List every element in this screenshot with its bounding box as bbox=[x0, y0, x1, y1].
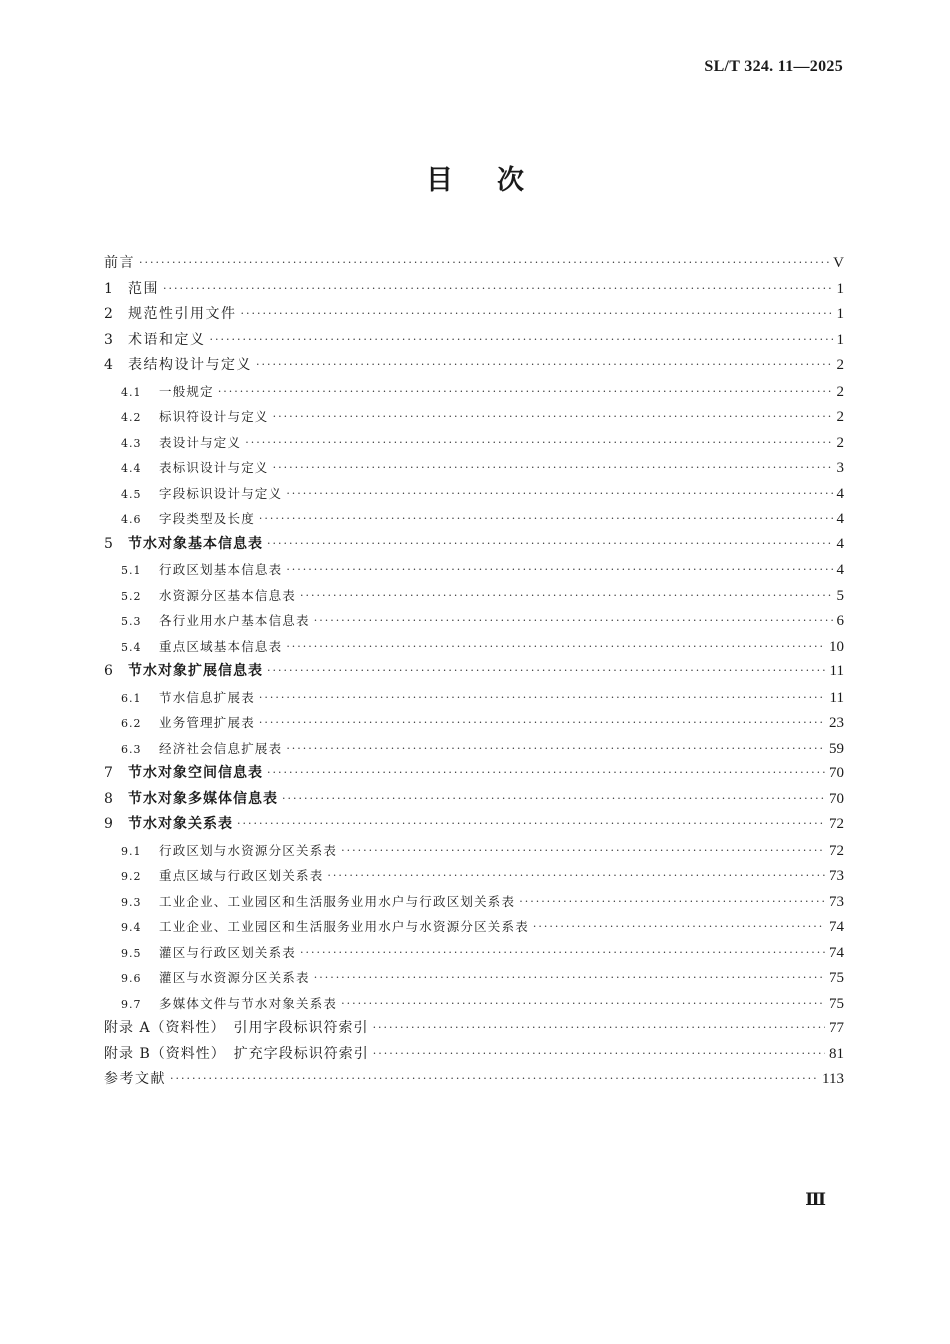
toc-leader-dots bbox=[267, 760, 825, 786]
toc-entry-label: 灌区与行政区划关系表 bbox=[159, 944, 297, 960]
toc-entry-number: 4.2 bbox=[121, 411, 142, 424]
toc-entry-label: 字段类型及长度 bbox=[159, 511, 255, 526]
toc-entry-label: 节水对象扩展信息表 bbox=[128, 663, 263, 679]
toc-entry-label: 节水对象多媒体信息表 bbox=[128, 790, 278, 807]
toc-entry-label: 参考文献 bbox=[104, 1071, 166, 1087]
toc-entry-label: 术语和定义 bbox=[128, 331, 206, 348]
toc-entry-page: 72 bbox=[829, 816, 844, 832]
toc-leader-dots bbox=[241, 301, 833, 327]
toc-entry-number: 7 bbox=[104, 765, 113, 781]
toc-entry[interactable] bbox=[104, 710, 844, 736]
title-char-2: 次 bbox=[497, 165, 524, 196]
toc-entry-label: 表结构设计与定义 bbox=[128, 357, 252, 373]
toc-leader-dots bbox=[282, 786, 825, 812]
toc-entry-page: 73 bbox=[829, 868, 844, 884]
toc-entry-page: 11 bbox=[829, 689, 844, 706]
toc-entry-label: 行政区划基本信息表 bbox=[159, 562, 283, 577]
toc-entry-number: 4.5 bbox=[121, 487, 142, 501]
toc-entry-page: 70 bbox=[829, 765, 844, 781]
toc-entry[interactable] bbox=[104, 889, 844, 915]
toc-leader-dots bbox=[314, 608, 833, 634]
toc-entry-page: 4 bbox=[836, 535, 844, 552]
toc-entry[interactable] bbox=[104, 812, 844, 838]
toc-entry-number: 4.3 bbox=[121, 436, 142, 450]
toc-entry[interactable] bbox=[104, 328, 844, 354]
toc-leader-dots bbox=[286, 634, 825, 660]
toc-entry-label: 重点区域与行政区划关系表 bbox=[159, 868, 324, 883]
toc-entry-label: 附录 A（资料性） 引用字段标识符索引 bbox=[104, 1020, 369, 1036]
toc-leader-dots bbox=[341, 838, 825, 864]
toc-leader-dots bbox=[237, 811, 825, 837]
toc-leader-dots bbox=[373, 1015, 825, 1041]
toc-leader-dots bbox=[267, 531, 833, 557]
toc-entry[interactable] bbox=[104, 1016, 844, 1042]
toc-entry-label: 标识符设计与定义 bbox=[159, 409, 269, 424]
toc-entry-number: 9.6 bbox=[121, 972, 142, 985]
toc-entry-number: 9.7 bbox=[121, 997, 142, 1011]
toc-entry[interactable] bbox=[104, 506, 844, 532]
toc-leader-dots bbox=[273, 455, 833, 481]
toc-entry-number: 4.1 bbox=[121, 385, 142, 399]
toc-entry-page: 75 bbox=[829, 995, 844, 1012]
toc-entry-number: 6 bbox=[104, 663, 113, 679]
toc-leader-dots bbox=[259, 506, 833, 532]
toc-entry-number: 3 bbox=[104, 331, 113, 348]
toc-entry-label: 业务管理扩展表 bbox=[159, 715, 255, 730]
toc-entry-page: 72 bbox=[829, 842, 844, 859]
toc-entry-label: 节水对象基本信息表 bbox=[128, 535, 263, 552]
toc-entry-page: 1 bbox=[836, 331, 844, 348]
toc-entry-label: 一般规定 bbox=[159, 383, 214, 399]
toc-entry[interactable] bbox=[104, 404, 844, 430]
toc-entry[interactable] bbox=[104, 302, 844, 328]
toc-entry-number: 5 bbox=[104, 535, 113, 552]
toc-leader-dots bbox=[267, 658, 826, 684]
toc-entry-label: 多媒体文件与节水对象关系表 bbox=[159, 995, 338, 1011]
toc-entry-number: 6.1 bbox=[121, 691, 142, 705]
toc-entry[interactable] bbox=[104, 965, 844, 991]
toc-entry-label: 灌区与水资源分区关系表 bbox=[159, 970, 310, 985]
toc-entry-page: 113 bbox=[822, 1071, 844, 1087]
table-of-contents bbox=[104, 251, 844, 1093]
toc-entry-number: 6.3 bbox=[121, 742, 142, 756]
toc-entry-number: 4.6 bbox=[121, 513, 142, 526]
toc-entry[interactable] bbox=[104, 787, 844, 813]
toc-entry-label: 规范性引用文件 bbox=[128, 306, 237, 322]
toc-entry-page: 70 bbox=[829, 790, 844, 807]
toc-entry-label: 工业企业、工业园区和生活服务业用水户与行政区划关系表 bbox=[159, 893, 516, 909]
toc-leader-dots bbox=[373, 1041, 825, 1067]
toc-entry[interactable] bbox=[104, 379, 844, 405]
toc-entry-page: 2 bbox=[836, 383, 844, 400]
toc-entry-number: 9 bbox=[104, 816, 113, 832]
toc-leader-dots bbox=[327, 863, 825, 889]
toc-entry-label: 水资源分区基本信息表 bbox=[159, 587, 297, 603]
toc-entry-number: 8 bbox=[104, 790, 113, 807]
toc-entry[interactable] bbox=[104, 761, 844, 787]
toc-entry-label: 表设计与定义 bbox=[159, 434, 242, 450]
toc-entry-page: 6 bbox=[836, 613, 844, 629]
toc-entry[interactable] bbox=[104, 353, 844, 379]
toc-entry-number: 4.4 bbox=[121, 462, 142, 475]
toc-entry-page: 3 bbox=[836, 460, 844, 476]
toc-entry-number: 4 bbox=[104, 357, 113, 373]
toc-entry-page: 4 bbox=[836, 511, 844, 527]
toc-entry[interactable] bbox=[104, 914, 844, 940]
toc-entry[interactable] bbox=[104, 1042, 844, 1068]
toc-entry-label: 工业企业、工业园区和生活服务业用水户与水资源分区关系表 bbox=[159, 919, 529, 934]
toc-entry-page: 77 bbox=[829, 1020, 844, 1036]
toc-entry-page: 75 bbox=[829, 970, 844, 986]
toc-entry[interactable] bbox=[104, 251, 844, 277]
toc-leader-dots bbox=[341, 991, 825, 1017]
toc-entry-number: 5.2 bbox=[121, 589, 142, 603]
toc-leader-dots bbox=[256, 352, 833, 378]
toc-leader-dots bbox=[210, 327, 833, 353]
toc-leader-dots bbox=[519, 889, 825, 915]
toc-entry-page: 74 bbox=[829, 919, 844, 935]
toc-entry-label: 重点区域基本信息表 bbox=[159, 638, 283, 654]
toc-entry-number: 9.2 bbox=[121, 870, 142, 883]
title-char-1: 目 bbox=[426, 165, 453, 196]
toc-entry[interactable] bbox=[104, 736, 844, 762]
toc-entry-page: 2 bbox=[836, 434, 844, 451]
toc-entry-page: 1 bbox=[836, 280, 844, 297]
toc-entry-number: 5.3 bbox=[121, 615, 142, 628]
toc-entry-page: 81 bbox=[829, 1045, 844, 1062]
toc-entry-number: 5.4 bbox=[121, 640, 142, 654]
toc-entry-label: 表标识设计与定义 bbox=[159, 460, 269, 475]
toc-entry[interactable] bbox=[104, 557, 844, 583]
toc-leader-dots bbox=[259, 685, 826, 711]
toc-entry[interactable] bbox=[104, 659, 844, 685]
toc-leader-dots bbox=[314, 965, 825, 991]
toc-leader-dots bbox=[259, 710, 825, 736]
toc-entry[interactable] bbox=[104, 1067, 844, 1093]
toc-entry-page: 10 bbox=[829, 638, 844, 655]
toc-leader-dots bbox=[300, 583, 832, 609]
toc-entry[interactable] bbox=[104, 532, 844, 558]
toc-leader-dots bbox=[163, 276, 833, 302]
toc-entry-label: 附录 B（资料性） 扩充字段标识符索引 bbox=[104, 1045, 369, 1062]
toc-entry-page: 73 bbox=[829, 893, 844, 910]
toc-entry[interactable] bbox=[104, 455, 844, 481]
toc-entry-page: 5 bbox=[836, 587, 844, 604]
toc-entry[interactable] bbox=[104, 481, 844, 507]
toc-entry-label: 前言 bbox=[104, 255, 135, 271]
toc-entry[interactable] bbox=[104, 863, 844, 889]
toc-entry-page: 4 bbox=[836, 485, 844, 502]
toc-entry-page: 23 bbox=[829, 715, 844, 731]
toc-entry-number: 9.4 bbox=[121, 921, 142, 934]
toc-leader-dots bbox=[286, 481, 832, 507]
toc-entry-label: 节水信息扩展表 bbox=[159, 689, 255, 705]
toc-entry[interactable] bbox=[104, 583, 844, 609]
toc-leader-dots bbox=[139, 250, 829, 276]
toc-leader-dots bbox=[245, 430, 832, 456]
toc-entry-label: 节水对象空间信息表 bbox=[128, 765, 263, 781]
toc-leader-dots bbox=[300, 940, 825, 966]
toc-entry[interactable] bbox=[104, 685, 844, 711]
toc-entry-label: 经济社会信息扩展表 bbox=[159, 740, 283, 756]
toc-entry[interactable] bbox=[104, 991, 844, 1017]
toc-entry[interactable] bbox=[104, 940, 844, 966]
toc-entry-page: 4 bbox=[836, 562, 844, 578]
toc-entry-label: 节水对象关系表 bbox=[128, 816, 233, 832]
toc-entry[interactable] bbox=[104, 634, 844, 660]
toc-leader-dots bbox=[286, 557, 832, 583]
toc-leader-dots bbox=[286, 736, 825, 762]
toc-leader-dots bbox=[218, 379, 833, 405]
toc-entry-label: 行政区划与水资源分区关系表 bbox=[159, 842, 338, 858]
standard-code: SL/T 324. 11—2025 bbox=[704, 58, 843, 75]
toc-entry-number: 9.5 bbox=[121, 946, 142, 960]
toc-entry[interactable] bbox=[104, 838, 844, 864]
toc-leader-dots bbox=[273, 404, 833, 430]
toc-entry-label: 各行业用水户基本信息表 bbox=[159, 613, 310, 628]
page-title bbox=[0, 158, 950, 197]
toc-entry-number: 1 bbox=[104, 280, 113, 297]
toc-entry-page: V bbox=[833, 255, 844, 271]
toc-entry-number: 5.1 bbox=[121, 564, 142, 577]
toc-entry-number: 6.2 bbox=[121, 717, 142, 730]
toc-leader-dots bbox=[533, 914, 825, 940]
toc-entry-page: 59 bbox=[829, 740, 844, 757]
page-number: Ⅲ bbox=[805, 1190, 826, 1209]
toc-entry-label: 范围 bbox=[128, 280, 159, 297]
toc-entry[interactable] bbox=[104, 608, 844, 634]
toc-entry-number: 2 bbox=[104, 306, 113, 322]
toc-entry-label: 字段标识设计与定义 bbox=[159, 485, 283, 501]
toc-leader-dots bbox=[170, 1066, 818, 1092]
toc-entry-page: 2 bbox=[836, 409, 844, 425]
toc-entry[interactable] bbox=[104, 430, 844, 456]
toc-entry-page: 1 bbox=[836, 306, 844, 322]
toc-entry-number: 9.3 bbox=[121, 895, 142, 909]
toc-entry[interactable] bbox=[104, 277, 844, 303]
toc-entry-page: 11 bbox=[829, 663, 844, 679]
toc-entry-page: 2 bbox=[836, 357, 844, 373]
toc-entry-page: 74 bbox=[829, 944, 844, 961]
toc-entry-number: 9.1 bbox=[121, 844, 142, 858]
